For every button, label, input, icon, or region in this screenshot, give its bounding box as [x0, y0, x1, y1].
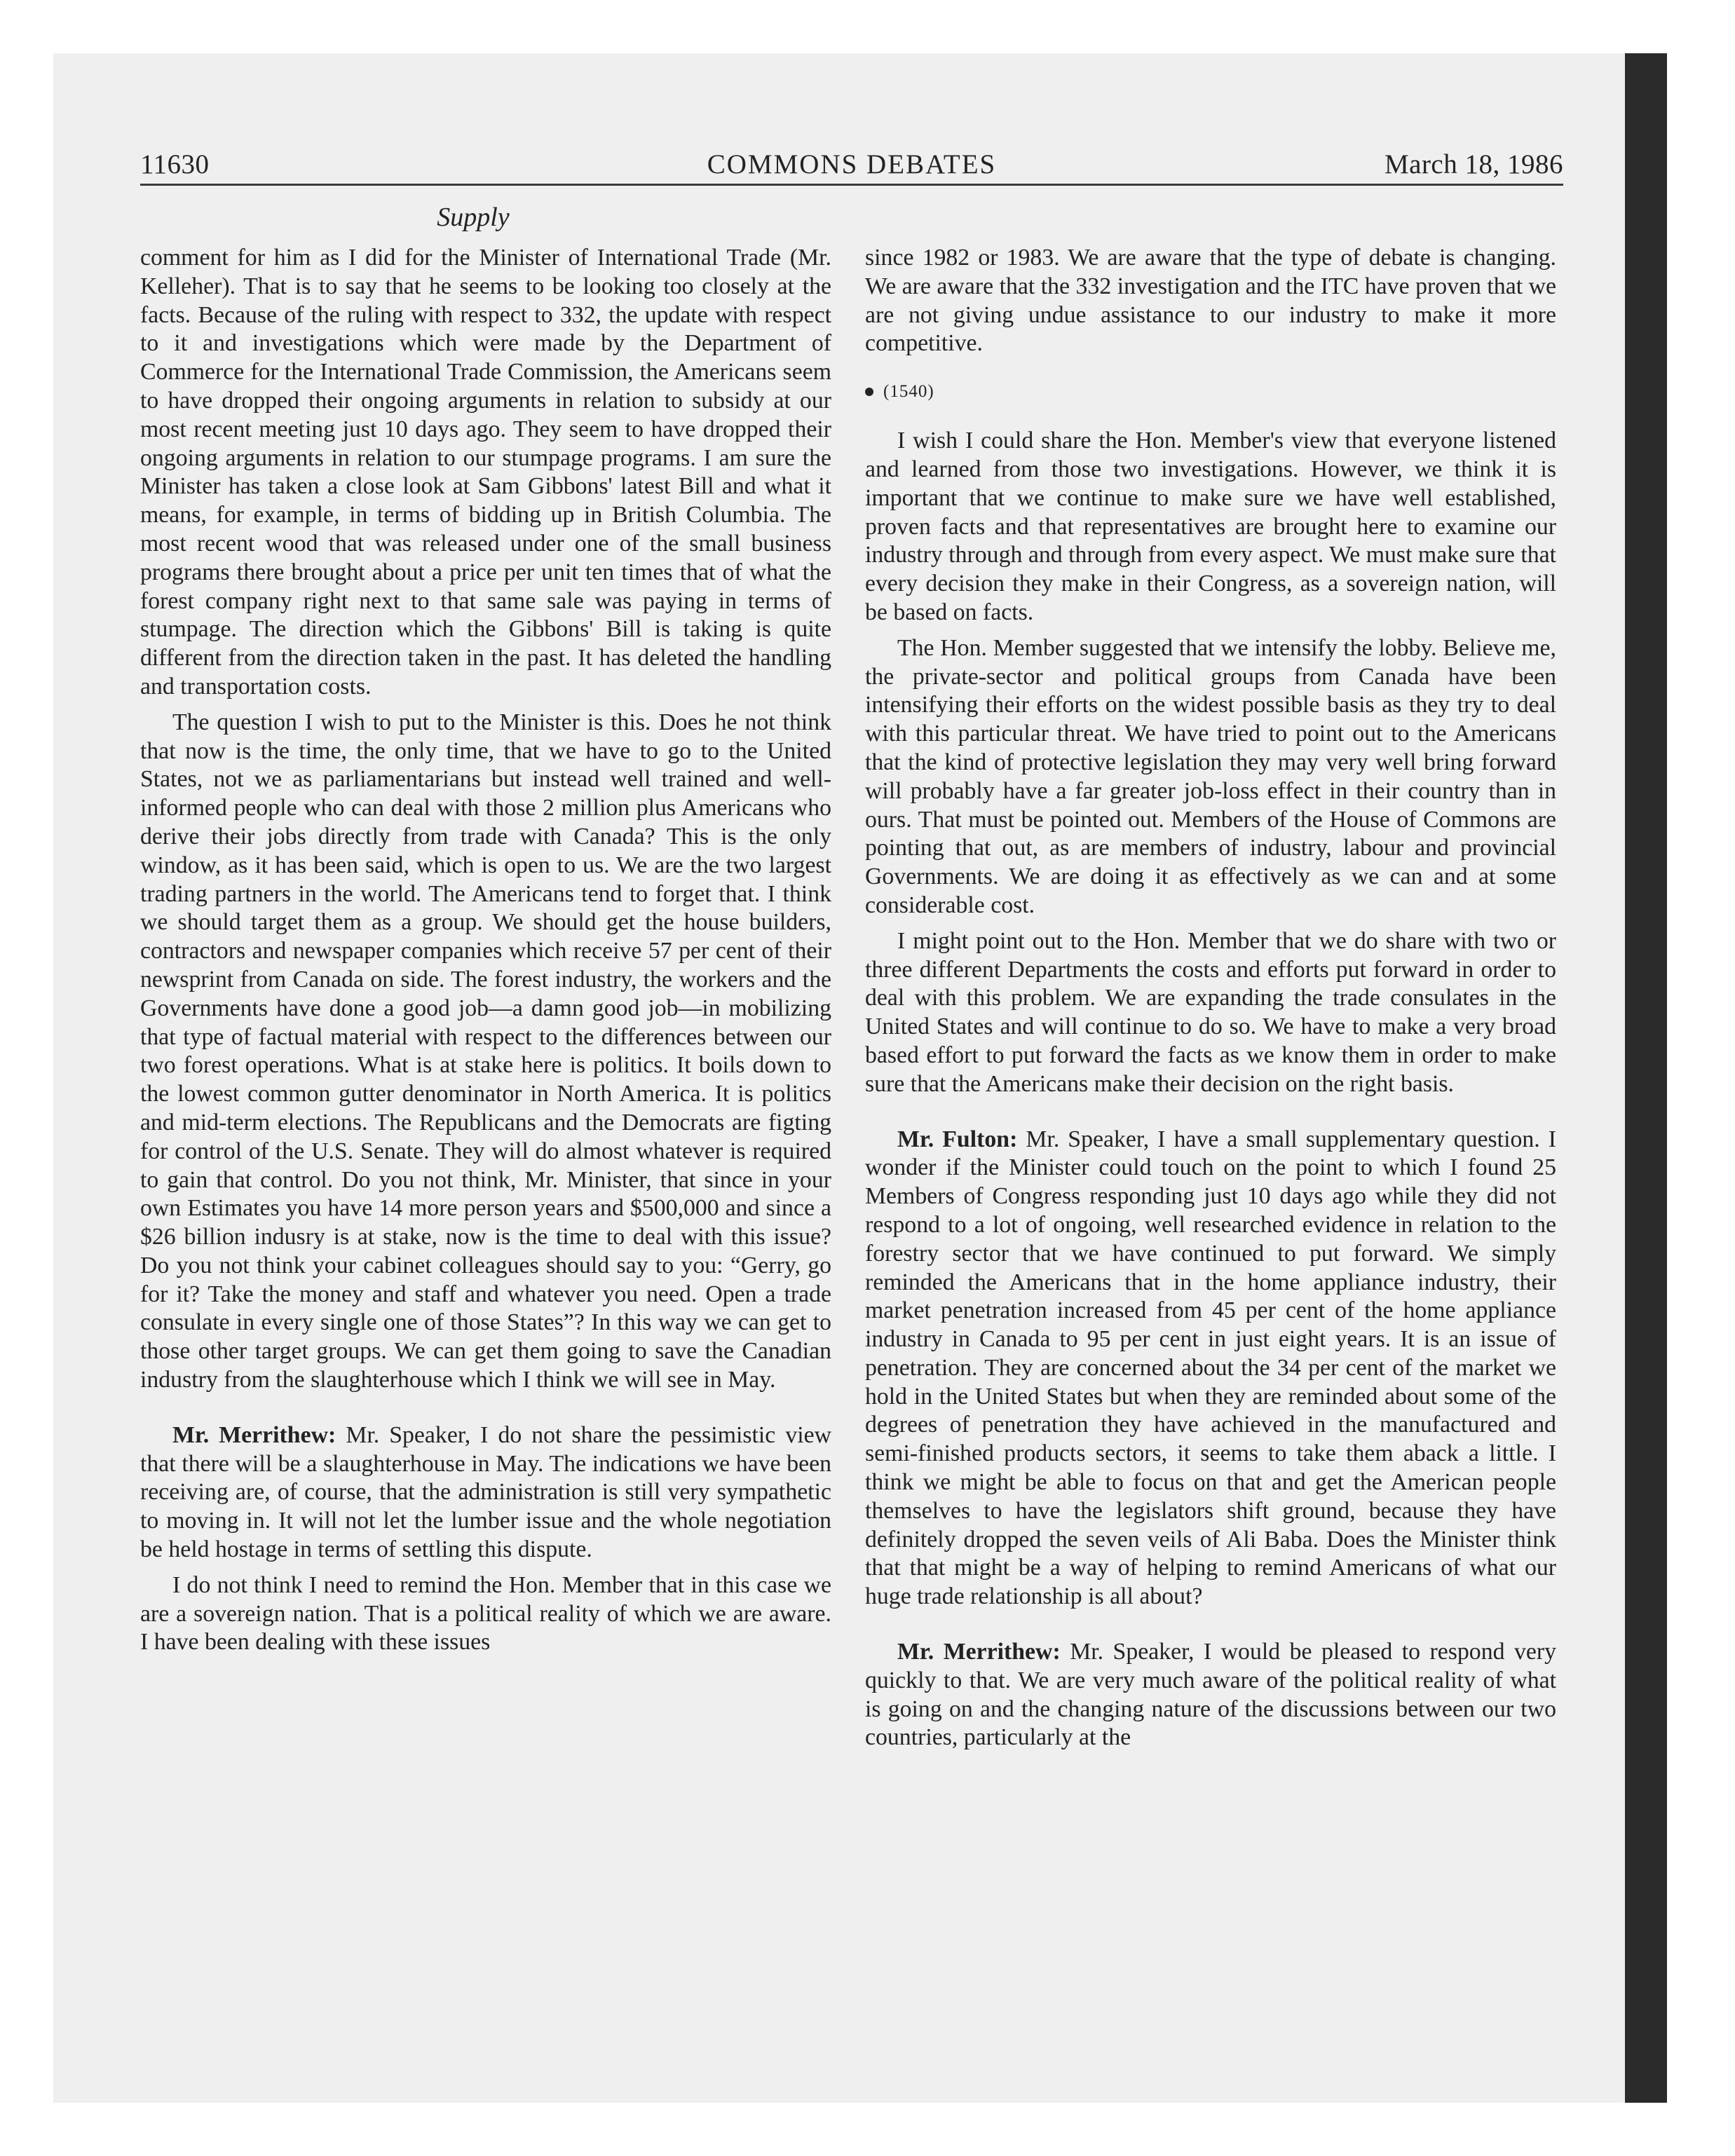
- running-head: Supply: [437, 203, 510, 232]
- right-column: [865, 244, 1556, 1752]
- speech-paragraph: [865, 1638, 1556, 1752]
- paragraph: I might point out to the Hon. Member that we do share with two or three different Departments the costs and efforts put forward in order to deal with this problem. We are expanding the trade consulates in the United States and will continue to do so. We have to make a very broad based effort to put forward the facts as we know them in order to make sure that the Americans make their decision on the right basis.: [865, 927, 1556, 1097]
- paragraph: The Hon. Member suggested that we intensify the lobby. Believe me, the private-sector and political groups from Canada have been intensifying their efforts on the widest possible basis as they try to deal with this particular threat. We have tried to point out to the Americans that the kind of protective legislation they may very well bring forward will probably have a far greater job-loss effect in their country than in ours. That must be pointed out. Members of the House of Commons are pointing that out, as are members of industry, labour and provincial Governments. We are doing it as effectively as we can and at some considerable cost.: [865, 634, 1556, 918]
- time-marker: [865, 378, 1556, 406]
- speech-paragraph: [865, 1126, 1556, 1612]
- scan-edge: [1625, 53, 1667, 2103]
- header-rule: [140, 184, 1563, 186]
- page-header: [140, 149, 1563, 188]
- speaker-name: Mr. Merrithew:: [172, 1421, 336, 1448]
- speech-text: Mr. Speaker, I would be pleased to respond very quickly to that. We are very much aware of the political reality of what is going on and the changing nature of the discussions between our two countries, particularly at the: [865, 1639, 1557, 1751]
- paragraph: comment for him as I did for the Minister of International Trade (Mr. Kelleher). That is to say that he seems to be looking too closely at the facts. Because of the ruling with respect to 332, the update with respect to it and investigations which were made by the Department of Commerce for the International Trade Commission, the Americans seem to have dropped their ongoing arguments in relation to subsidy at our most recent meeting just 10 days ago. They seem to have dropped their ongoing arguments in relation to our stumpage programs. I am sure the Minister has taken a close look at Sam Gibbons' latest Bill and what it means, for example, in terms of bidding up in British Columbia. The most recent wood that was released under one of the small business programs there brought about a price per unit ten times that of what the forest company right next to that same sale was paying in terms of stumpage. The direction which the Gibbons' Bill is taking is quite different from the direction taken in the past. It has deleted the handling and transportation costs.: [140, 245, 831, 700]
- bullet-icon: [865, 388, 873, 396]
- left-column: [140, 244, 831, 1657]
- paragraph: since 1982 or 1983. We are aware that the type of debate is changing. We are aware that the 332 investigation and the ITC have proven that we are not giving undue assistance to our industry to make it more competitive.: [865, 245, 1556, 357]
- publication-title: COMMONS DEBATES: [707, 149, 997, 179]
- speech-text: Mr. Speaker, I do not share the pessimistic view that there will be a slaughterhouse in May. The indications we have been receiving are, of course, that the administration is still very sympathetic to moving in. It will not let the lumber issue and the whole negotiation be held hostage in terms of settling this dispute.: [140, 1421, 832, 1563]
- speech-paragraph: [140, 1421, 831, 1564]
- paragraph: I do not think I need to remind the Hon. Member that in this case we are a sovereign nation. That is a political reality of which we are aware. I have been dealing with these issues: [140, 1571, 831, 1656]
- time-marker-text: (1540): [883, 382, 934, 402]
- speech-text: Mr. Speaker, I have a small supplementary question. I wonder if the Minister could touch on the point to which I found 25 Members of Congress responding just 10 days ago while they did not respond to a lot of ongoing, well researched evidence in relation to the forestry sector that we have continued to put forward. We simply reminded the Americans that in the home appliance industry, their market penetration increased from 45 per cent of the home appliance industry in Canada to 95 per cent in just eight years. It is an issue of penetration. They are concerned about the 34 per cent of the market we hold in the United States but when they are reminded about some of the degrees of penetration they have achieved in the manufactured and semi-finished products sectors, it seems to take them aback a little. I think we might be able to focus on that and get the American people themselves to have the legislators shift ground, because they have definitely dropped the seven veils of Ali Baba. Does the Minister think that that might be a way of helping to remind Americans of what our huge trade relationship is all about?: [865, 1126, 1557, 1610]
- paragraph: I wish I could share the Hon. Member's view that everyone listened and learned from those two investigations. However, we think it is important that we continue to make sure we have well established, proven facts and that representatives are brought here to examine our industry through and through from every aspect. We must make sure that every decision they make in their Congress, as a sovereign nation, will be based on facts.: [865, 428, 1556, 625]
- speaker-name: Mr. Fulton:: [897, 1126, 1018, 1152]
- paragraph: The question I wish to put to the Minister is this. Does he not think that now is the time, the only time, that we have to go to the United States, not we as parliamentarians but instead well trained and well-informed people who can deal with those 2 million plus Americans who derive their jobs directly from trade with Canada? This is the only window, as it has been said, which is open to us. We are the two largest trading partners in the world. The Americans tend to forget that. I think we should target them as a group. We should get the house builders, contractors and newspaper companies which receive 57 per cent of their newsprint from Canada on side. The forest industry, the workers and the Governments have done a good job—a damn good job—in mobilizing that type of factual material with respect to the differences between our two forest operations. What is at stake here is politics. It boils down to the lowest common gutter denominator in North America. It is politics and mid-term elections. The Republicans and the Democrats are figting for control of the U.S. Senate. They will do almost whatever is required to gain that control. Do you not think, Mr. Minister, that since in your own Estimates you have 14 more person years and $500,000 and since a $26 billion indusry is at stake, now is the time to deal with this issue? Do you not think your cabinet colleagues should say to you: “Gerry, go for it? Take the money and staff and whatever you need. Open a trade consulate in every single one of those States”? In this way we can get to those other target groups. We can get them going to save the Canadian industry from the slaughterhouse which I think we will see in May.: [140, 709, 831, 1393]
- publication-date: March 18, 1986: [1384, 149, 1563, 179]
- speaker-name: Mr. Merrithew:: [897, 1639, 1061, 1665]
- page-number: 11630: [140, 149, 210, 179]
